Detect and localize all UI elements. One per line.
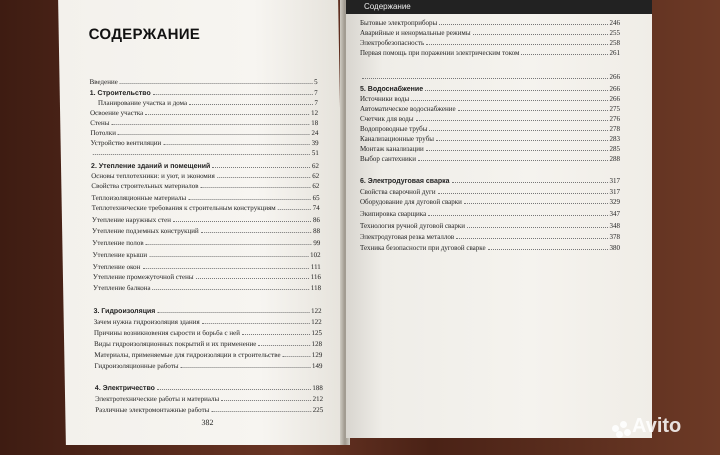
leader-dots <box>173 215 311 222</box>
toc-page-number: 266 <box>609 95 620 103</box>
running-header: Содержание <box>364 2 411 11</box>
leader-dots <box>467 221 607 228</box>
toc-entry-title: Стены <box>90 119 110 127</box>
toc-entry <box>360 144 620 154</box>
toc-entry <box>90 88 318 98</box>
leader-dots <box>180 361 310 368</box>
toc-entry-title: Источники воды <box>360 95 410 103</box>
toc-page-number: 246 <box>609 19 620 27</box>
leader-dots <box>278 203 311 210</box>
toc-entry-title: Аварийные и ненормальные режимы <box>360 29 471 37</box>
right-page <box>346 0 652 438</box>
leader-dots <box>189 98 312 105</box>
toc-page-number: 88 <box>313 227 321 235</box>
leader-dots <box>416 114 608 121</box>
toc-entry <box>93 262 321 272</box>
toc-page-number: 129 <box>311 351 323 359</box>
toc-page-number: 102 <box>309 251 321 259</box>
toc-entry <box>360 72 620 82</box>
toc-entry-title: Планирование участка и дома <box>97 99 188 107</box>
toc-entry <box>360 154 620 164</box>
toc-entry <box>360 232 620 242</box>
leader-dots <box>426 38 607 45</box>
toc-entry <box>94 317 322 327</box>
toc-entry <box>360 94 620 104</box>
toc-entry <box>360 197 620 207</box>
toc-page-number: 276 <box>609 115 620 123</box>
toc-page-number: 62 <box>312 172 320 180</box>
toc-entry <box>360 114 620 124</box>
toc-page-number: 62 <box>311 162 320 170</box>
toc-entry <box>95 394 323 404</box>
leader-dots <box>157 383 311 390</box>
toc-entry <box>94 361 322 371</box>
leader-dots <box>212 161 310 168</box>
toc-entry <box>92 215 320 225</box>
toc-entry <box>360 221 620 231</box>
toc-entry-title: Потолки <box>90 129 116 137</box>
toc-section-title: 2. Утепление зданий и помещений <box>90 163 211 170</box>
toc-entry <box>360 28 620 38</box>
toc-page-number: 275 <box>609 105 620 113</box>
leader-dots <box>188 193 311 200</box>
toc-entry <box>92 203 320 213</box>
toc-entry <box>92 238 320 248</box>
leader-dots <box>282 350 309 357</box>
leader-dots <box>411 94 607 101</box>
leader-dots <box>153 283 309 290</box>
toc-page-number: 116 <box>310 273 322 281</box>
toc-entry-title: Экипировка сварщика <box>360 210 427 218</box>
toc-section-title: 5. Водоснабжение <box>360 86 424 93</box>
leader-dots <box>439 18 607 25</box>
leader-dots <box>211 405 311 412</box>
toc-entry-title: Теплотехнические требования к строительным конструкциям <box>91 204 276 212</box>
toc-page-number: 188 <box>312 384 323 392</box>
toc-entry-title: Канализационные трубы <box>360 135 434 143</box>
toc-entry-title: Причины возникновения сырости и борьба с ней <box>93 329 241 337</box>
leader-dots <box>452 176 608 183</box>
watermark: Avito <box>632 415 682 437</box>
toc-entry-title: Бытовые электроприборы <box>360 19 438 27</box>
toc-page-number: 278 <box>609 125 620 133</box>
toc-entry-title: Электротехнические работы и материалы <box>95 395 220 403</box>
toc-page-number: 62 <box>312 182 320 190</box>
toc-entry <box>93 283 321 293</box>
leader-dots <box>428 209 607 216</box>
toc-entry-title: Виды гидроизоляционных покрытий и их применение <box>94 340 257 348</box>
toc-entry-title: Теплоизоляционные материалы <box>91 194 187 202</box>
toc-page-number: 266 <box>609 85 620 93</box>
toc-entry <box>91 193 319 203</box>
toc-page-number: 18 <box>311 119 319 127</box>
toc-page-number: 348 <box>609 222 620 230</box>
toc-entry-title: Электродуговая резка металлов <box>360 233 455 241</box>
toc-page-number: 378 <box>609 233 620 241</box>
leader-dots <box>456 232 607 239</box>
toc-entry-title: Водопроводные трубы <box>360 125 428 133</box>
toc-entry-title: Технология ручной дуговой сварки <box>360 222 466 230</box>
toc-page-number: 317 <box>609 188 620 196</box>
page-number: 382 <box>201 418 214 427</box>
toc-entry <box>360 243 620 253</box>
toc-page-number: 283 <box>609 135 620 143</box>
toc-entry-title: Утепление подземных конструкций <box>92 227 199 235</box>
leader-dots <box>221 394 310 401</box>
toc-entry-title: Основы теплотехники: и уют, и экономия <box>91 172 215 180</box>
toc-entry <box>92 226 320 236</box>
toc-entry <box>360 176 620 186</box>
leader-dots <box>145 108 309 115</box>
toc-page-number: 86 <box>312 216 321 224</box>
leader-dots <box>120 77 312 84</box>
toc-page-number: 261 <box>609 49 620 57</box>
toc-entry-title: Выбор сантехники <box>360 155 416 163</box>
toc-entry <box>90 108 318 118</box>
toc-entry-title: Материалы, применяемые для гидроизоляции в строительстве <box>94 351 281 359</box>
leader-dots <box>202 317 310 324</box>
toc-entry <box>93 272 321 282</box>
toc-page-number: 212 <box>312 395 324 403</box>
leader-dots <box>157 306 309 313</box>
toc-entry <box>90 128 318 138</box>
leader-dots <box>142 262 309 269</box>
toc-entry <box>91 181 319 191</box>
toc-entry <box>89 77 317 87</box>
toc-entry-title: Введение <box>89 78 118 86</box>
toc-page-number: 125 <box>311 329 322 337</box>
toc-page-number: 65 <box>312 194 320 202</box>
toc-entry <box>360 84 620 94</box>
toc-page-number: 118 <box>310 284 322 292</box>
leader-dots <box>93 148 310 155</box>
leader-dots <box>153 88 313 95</box>
toc-entry-title: Утепление окон <box>92 263 141 271</box>
toc-page-number: 329 <box>609 198 620 206</box>
leader-dots <box>458 104 608 111</box>
toc-entry-title: Счетчик для воды <box>360 115 414 123</box>
toc-entry <box>91 148 319 158</box>
toc-entry-title: Утепление крыши <box>92 251 148 259</box>
toc-page-number: 24 <box>311 129 319 137</box>
leader-dots <box>163 138 309 145</box>
page-title: СОДЕРЖАНИЕ <box>88 26 201 43</box>
toc-entry <box>94 339 322 349</box>
toc-entry-title: Свойства строительных материалов <box>91 182 199 190</box>
leader-dots <box>146 238 312 245</box>
toc-page-number: 12 <box>311 109 319 117</box>
leader-dots <box>362 72 608 79</box>
toc-entry <box>95 405 323 415</box>
toc-entry <box>360 124 620 134</box>
leader-dots <box>118 128 310 135</box>
toc-page-number: 51 <box>311 149 319 157</box>
leader-dots <box>111 118 309 125</box>
toc-page-number: 74 <box>312 204 320 212</box>
toc-page-number: 7 <box>314 89 318 97</box>
toc-entry-title: Утепление полов <box>92 239 144 247</box>
leader-dots <box>200 181 310 188</box>
leader-dots <box>473 28 608 35</box>
toc-entry-title: Устройство вентиляции <box>90 139 162 147</box>
leader-dots <box>149 250 308 257</box>
leader-dots <box>429 124 607 131</box>
leader-dots <box>488 243 608 250</box>
toc-entry <box>91 161 319 171</box>
leader-dots <box>242 328 310 335</box>
toc-section-title: 6. Электродуговая сварка <box>360 178 450 185</box>
toc-page-number: 128 <box>311 340 323 348</box>
toc-entry <box>91 171 319 181</box>
running-header-bar <box>346 0 652 14</box>
toc-page-number: 266 <box>609 73 620 81</box>
toc-entry <box>360 104 620 114</box>
toc-entry <box>90 118 318 128</box>
toc-page-number: 380 <box>609 244 620 252</box>
toc-entry <box>94 350 322 360</box>
toc-page-number: 225 <box>312 406 324 414</box>
leader-dots <box>521 48 607 55</box>
leader-dots <box>217 171 311 178</box>
leader-dots <box>436 134 608 141</box>
toc-page-number: 39 <box>311 139 319 147</box>
toc-page-number: 99 <box>313 239 321 247</box>
leader-dots <box>258 339 309 346</box>
toc-section-title: 3. Гидроизоляция <box>93 308 156 315</box>
toc-entry-title: Первая помощь при поражении электрическим током <box>360 49 520 57</box>
toc-entry-title: Утепление наружных стен <box>91 216 172 224</box>
toc-entry <box>92 250 320 260</box>
leader-dots <box>201 226 312 233</box>
toc-entry <box>91 138 319 148</box>
toc-page-number: 149 <box>311 362 323 370</box>
leader-dots <box>418 154 608 161</box>
toc-page-number: 111 <box>310 263 321 271</box>
toc-entry <box>98 98 318 108</box>
toc-entry-title: Оборудование для дуговой сварки <box>360 198 462 206</box>
toc-page-number: 5 <box>313 78 318 86</box>
toc-entry-title: Утепление промежуточной стены <box>92 273 194 281</box>
toc-page-number: 347 <box>609 210 620 218</box>
toc-page-number: 7 <box>314 99 318 107</box>
left-page <box>58 0 346 445</box>
toc-entry <box>360 38 620 48</box>
toc-entry-title: Гидроизоляционные работы <box>94 362 179 370</box>
toc-page-number: 285 <box>609 145 620 153</box>
leader-dots <box>425 84 607 91</box>
toc-entry <box>95 383 323 393</box>
toc-entry-title: Электробезопасность <box>360 39 425 47</box>
toc-entry-title: Освоение участка <box>90 109 144 117</box>
toc-entry-title: Монтаж канализации <box>360 145 424 153</box>
toc-entry-title: Различные электромонтажные работы <box>95 406 210 414</box>
toc-entry <box>360 187 620 197</box>
toc-entry <box>360 48 620 58</box>
toc-entry <box>360 18 620 28</box>
leader-dots <box>438 187 608 194</box>
leader-dots <box>426 144 608 151</box>
toc-section-title: 4. Электричество <box>94 385 155 392</box>
toc-entry <box>94 328 322 338</box>
toc-entry <box>360 209 620 219</box>
toc-entry-title: Свойства сварочной дуги <box>360 188 436 196</box>
toc-page-number: 258 <box>609 39 620 47</box>
toc-page-number: 122 <box>311 318 322 326</box>
toc-entry-title: Утепление балкона <box>93 284 151 292</box>
toc-page-number: 317 <box>609 177 620 185</box>
toc-section-title: 1. Строительство <box>89 90 151 97</box>
toc-entry-title: Техника безопасности при дуговой сварке <box>360 244 486 252</box>
toc-page-number: 255 <box>609 29 620 37</box>
leader-dots <box>195 272 308 279</box>
toc-page-number: 288 <box>609 155 620 163</box>
toc-entry <box>93 306 321 316</box>
toc-entry-title: Автоматическое водоснабжение <box>360 105 456 113</box>
leader-dots <box>464 197 608 204</box>
toc-page-number: 122 <box>310 307 322 315</box>
toc-entry-title: Зачем нужна гидроизоляция здания <box>93 318 200 326</box>
toc-entry <box>360 134 620 144</box>
